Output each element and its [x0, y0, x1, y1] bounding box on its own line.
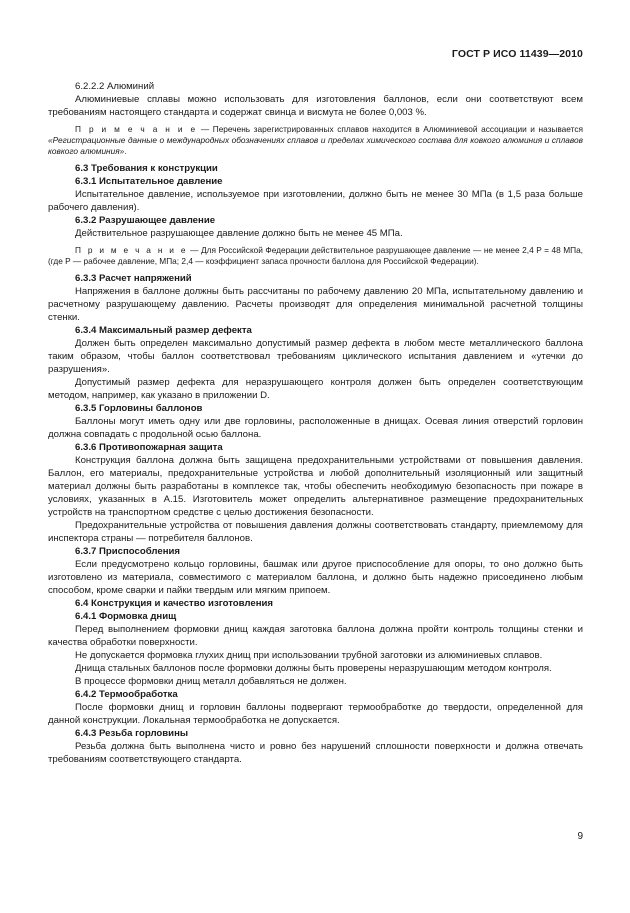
- page-number: 9: [577, 831, 583, 842]
- paragraph: Баллоны могут иметь одну или две горловины, расположенные в днищах. Осевая линия отверстий горловин должна совпадать с продольной осью баллона.: [48, 416, 583, 440]
- note-text: — Для Российской Федерации действительное разрушающее давление — не менее 2,4 P = 48 МПа, (где P — рабочее давление, МПа; 2,4 — коэффициент запаса прочности баллона для Российской Федерации).: [48, 245, 583, 266]
- note-text: — Перечень зарегистрированных сплавов находится в Алюминиевой ассоциации и называется: [197, 124, 583, 134]
- section-heading: 6.3.1 Испытательное давление: [75, 176, 223, 187]
- paragraph: Допустимый размер дефекта для неразрушающего контроля должен быть определен соответствующим методом, например, как указано в приложении D.: [48, 377, 583, 401]
- paragraph: Действительное разрушающее давление должно быть не менее 45 МПа.: [75, 228, 403, 239]
- section-heading: 6.4.2 Термообработка: [75, 689, 178, 700]
- paragraph: Резьба должна быть выполнена чисто и ровно без нарушений сплошности поверхности и должна отвечать требованиям соответствующего стандарта.: [48, 741, 583, 765]
- section-heading: 6.3.4 Максимальный размер дефекта: [75, 325, 252, 336]
- paragraph: Алюминиевые сплавы можно использовать для изготовления баллонов, если они соответствуют всем требованиям настоящего стандарта и содержат свинца и висмута не более 0,003 %.: [48, 94, 583, 118]
- section-heading: 6.3.6 Противопожарная защита: [75, 442, 223, 453]
- paragraph: После формовки днищ и горловин баллоны подвергают термообработке до твердости, определенной для данной конструкции. Локальная термообработка не допускается.: [48, 702, 583, 726]
- paragraph: Не допускается формовка глухих днищ при использовании трубной заготовки из алюминиевых сплавов.: [75, 650, 543, 661]
- section-heading: 6.3.5 Горловины баллонов: [75, 403, 203, 414]
- note: [48, 245, 583, 267]
- paragraph: Если предусмотрено кольцо горловины, башмак или другое приспособление для опоры, то оно должно быть изготовлено из материала, совместимого с материалом баллона, и должно быть надежно присоединено любым способом, кроме сварки и пайки твердым или мягким припоем.: [48, 559, 583, 596]
- paragraph: Предохранительные устройства от повышения давления должны соответствовать стандарту, приемлемому для инспектора страны — потребителя баллонов.: [48, 520, 583, 544]
- section-heading: 6.4.1 Формовка днищ: [75, 611, 177, 622]
- paragraph: Днища стальных баллонов после формовки должны быть проверены неразрушающим методом контроля.: [75, 663, 552, 674]
- note-tail: .: [124, 146, 127, 156]
- section-heading: 6.3.2 Разрушающее давление: [75, 215, 216, 226]
- section-heading: 6.4.3 Резьба горловины: [75, 728, 189, 739]
- paragraph: Конструкция баллона должна быть защищена предохранительными устройствами от повышения давления. Баллон, его материалы, предохранительные устройства и любой дополнительный изоляционный или защитный материал должны быть разработаны в комплексе так, чтобы обеспечить необходимую безопасность при пожаре в условиях, указанных в А.15. Изготовитель может определить альтернативное размещение предохранительных устройств на транспортном средстве с целью достижения безопасности.: [48, 455, 583, 518]
- paragraph: Должен быть определен максимально допустимый размер дефекта в любом месте металлического баллона таким образом, чтобы баллон соответствовал требованиям циклического испытания давлением и «утечки до разрушения».: [48, 338, 583, 375]
- note-label: П р и м е ч а н и е: [75, 245, 188, 255]
- note-label: П р и м е ч а н и е: [75, 124, 198, 134]
- section-heading: 6.3.3 Расчет напряжений: [75, 273, 192, 284]
- standard-header: ГОСТ Р ИСО 11439—2010: [451, 48, 583, 60]
- section-heading: 6.2.2.2 Алюминий: [75, 81, 155, 92]
- note-italic-text: «Регистрационные данные о международных обозначениях сплавов и пределах химического состава для ковкого алюминия и сплавов ковкого алюминия»: [48, 135, 583, 156]
- section-heading: 6.3 Требования к конструкции: [75, 163, 218, 174]
- paragraph: Напряжения в баллоне должны быть рассчитаны по рабочему давлению 20 МПа, испытательному давлению и расчетному разрушающему давлению. Расчеты производят для определения минимальной расчетной толщины стенки.: [48, 286, 583, 323]
- section-heading: 6.4 Конструкция и качество изготовления: [75, 598, 274, 609]
- document-body: [48, 80, 583, 766]
- section-heading: 6.3.7 Приспособления: [75, 546, 180, 557]
- paragraph: В процессе формовки днищ металл добавляться не должен.: [75, 676, 347, 687]
- note: [48, 124, 583, 157]
- paragraph: Перед выполнением формовки днищ каждая заготовка баллона должна пройти контроль толщины стенки и качества обработки поверхности.: [48, 624, 583, 648]
- paragraph: Испытательное давление, используемое при изготовлении, должно быть не менее 30 МПа (в 1,5 раза больше рабочего давления).: [48, 189, 583, 213]
